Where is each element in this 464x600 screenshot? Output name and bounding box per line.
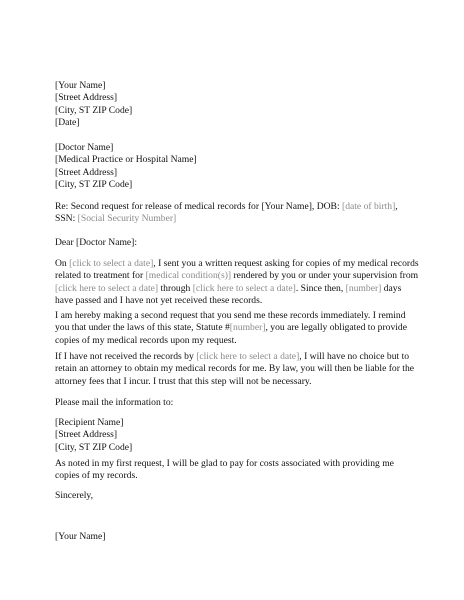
para2-text-2: , you are legally obligated to provide copies of my medical records upon my request. [55,322,407,346]
subject-line [55,201,420,226]
para1-text-1: On [55,258,70,269]
treatment-end-date-placeholder[interactable]: [click here to select a date] [192,282,296,294]
days-number-placeholder[interactable]: [number] [345,282,382,294]
paragraph-second-request [55,310,420,347]
ssn-label: , SSN: [55,201,398,225]
treatment-start-date-placeholder[interactable]: [click here to select a date] [55,282,159,294]
request-date-placeholder[interactable]: [click to select a date] [69,258,154,269]
salutation [55,237,420,249]
paragraph-attorney-warning [55,351,420,388]
closing [55,490,420,502]
para3-text-1: If I have not received the records by [55,351,197,362]
para1-text-3: rendered by you or under your supervision from [231,270,419,282]
sender-block [55,80,420,130]
para3-text-2: , I will have no choice but to retain an attorney to obtain my medical records for me. By law, you will then be liable for the attorney fees that I incur. I trust that this step will not be necessary. [55,351,415,387]
dob-placeholder[interactable]: [date of birth] [342,201,396,212]
para1-text-4: through [158,282,193,294]
mail-intro-text: Please mail the information to: [55,397,174,408]
sender-city: [City, ST ZIP Code] [55,104,133,116]
mail-to-street: [Street Address] [55,429,118,441]
closing-text: Sincerely, [55,490,94,501]
para4-text: As noted in my first request, I will be glad to pay for costs associated with providing me copies of my records. [55,458,394,482]
mail-to-city: [City, ST ZIP Code] [55,441,133,453]
ssn-placeholder[interactable]: [Social Security Number] [77,213,177,225]
mail-to-name: [Recipient Name] [55,417,124,428]
recipient-street: [Street Address] [55,166,118,178]
recipient-city: [City, ST ZIP Code] [55,179,133,191]
para1-text-2: , I sent you a written request asking for copies of my medical records related to treatment for [55,258,419,282]
para1-text-6: days have passed and I have not yet received these records. [55,282,402,307]
para2-text-1: I am hereby making a second request that you send me these records immediately. I remind you that under the laws of this state, Statute # [55,310,406,334]
sender-name: [Your Name] [55,80,106,91]
para1-text-5: . Since then, [295,282,346,294]
signature [55,531,420,543]
subject-lead: Re: Second request for release of medical records for [Your Name], DOB: [55,201,343,212]
mail-intro [55,397,420,409]
salutation-text: Dear [Doctor Name]: [55,237,138,248]
letter-date: [Date] [55,117,80,129]
signature-name: [Your Name] [55,531,106,542]
recipient-practice: [Medical Practice or Hospital Name] [55,154,197,166]
medical-condition-placeholder[interactable]: [medical condition(s)] [145,270,232,282]
sender-street: [Street Address] [55,92,118,104]
statute-number-placeholder[interactable]: [number] [229,322,266,334]
paragraph-payment [55,458,420,483]
deadline-date-placeholder[interactable]: [click here to select a date] [196,351,300,362]
mail-to-block [55,417,420,454]
paragraph-first-request [55,258,420,308]
recipient-name: [Doctor Name] [55,142,114,153]
recipient-block [55,142,420,192]
